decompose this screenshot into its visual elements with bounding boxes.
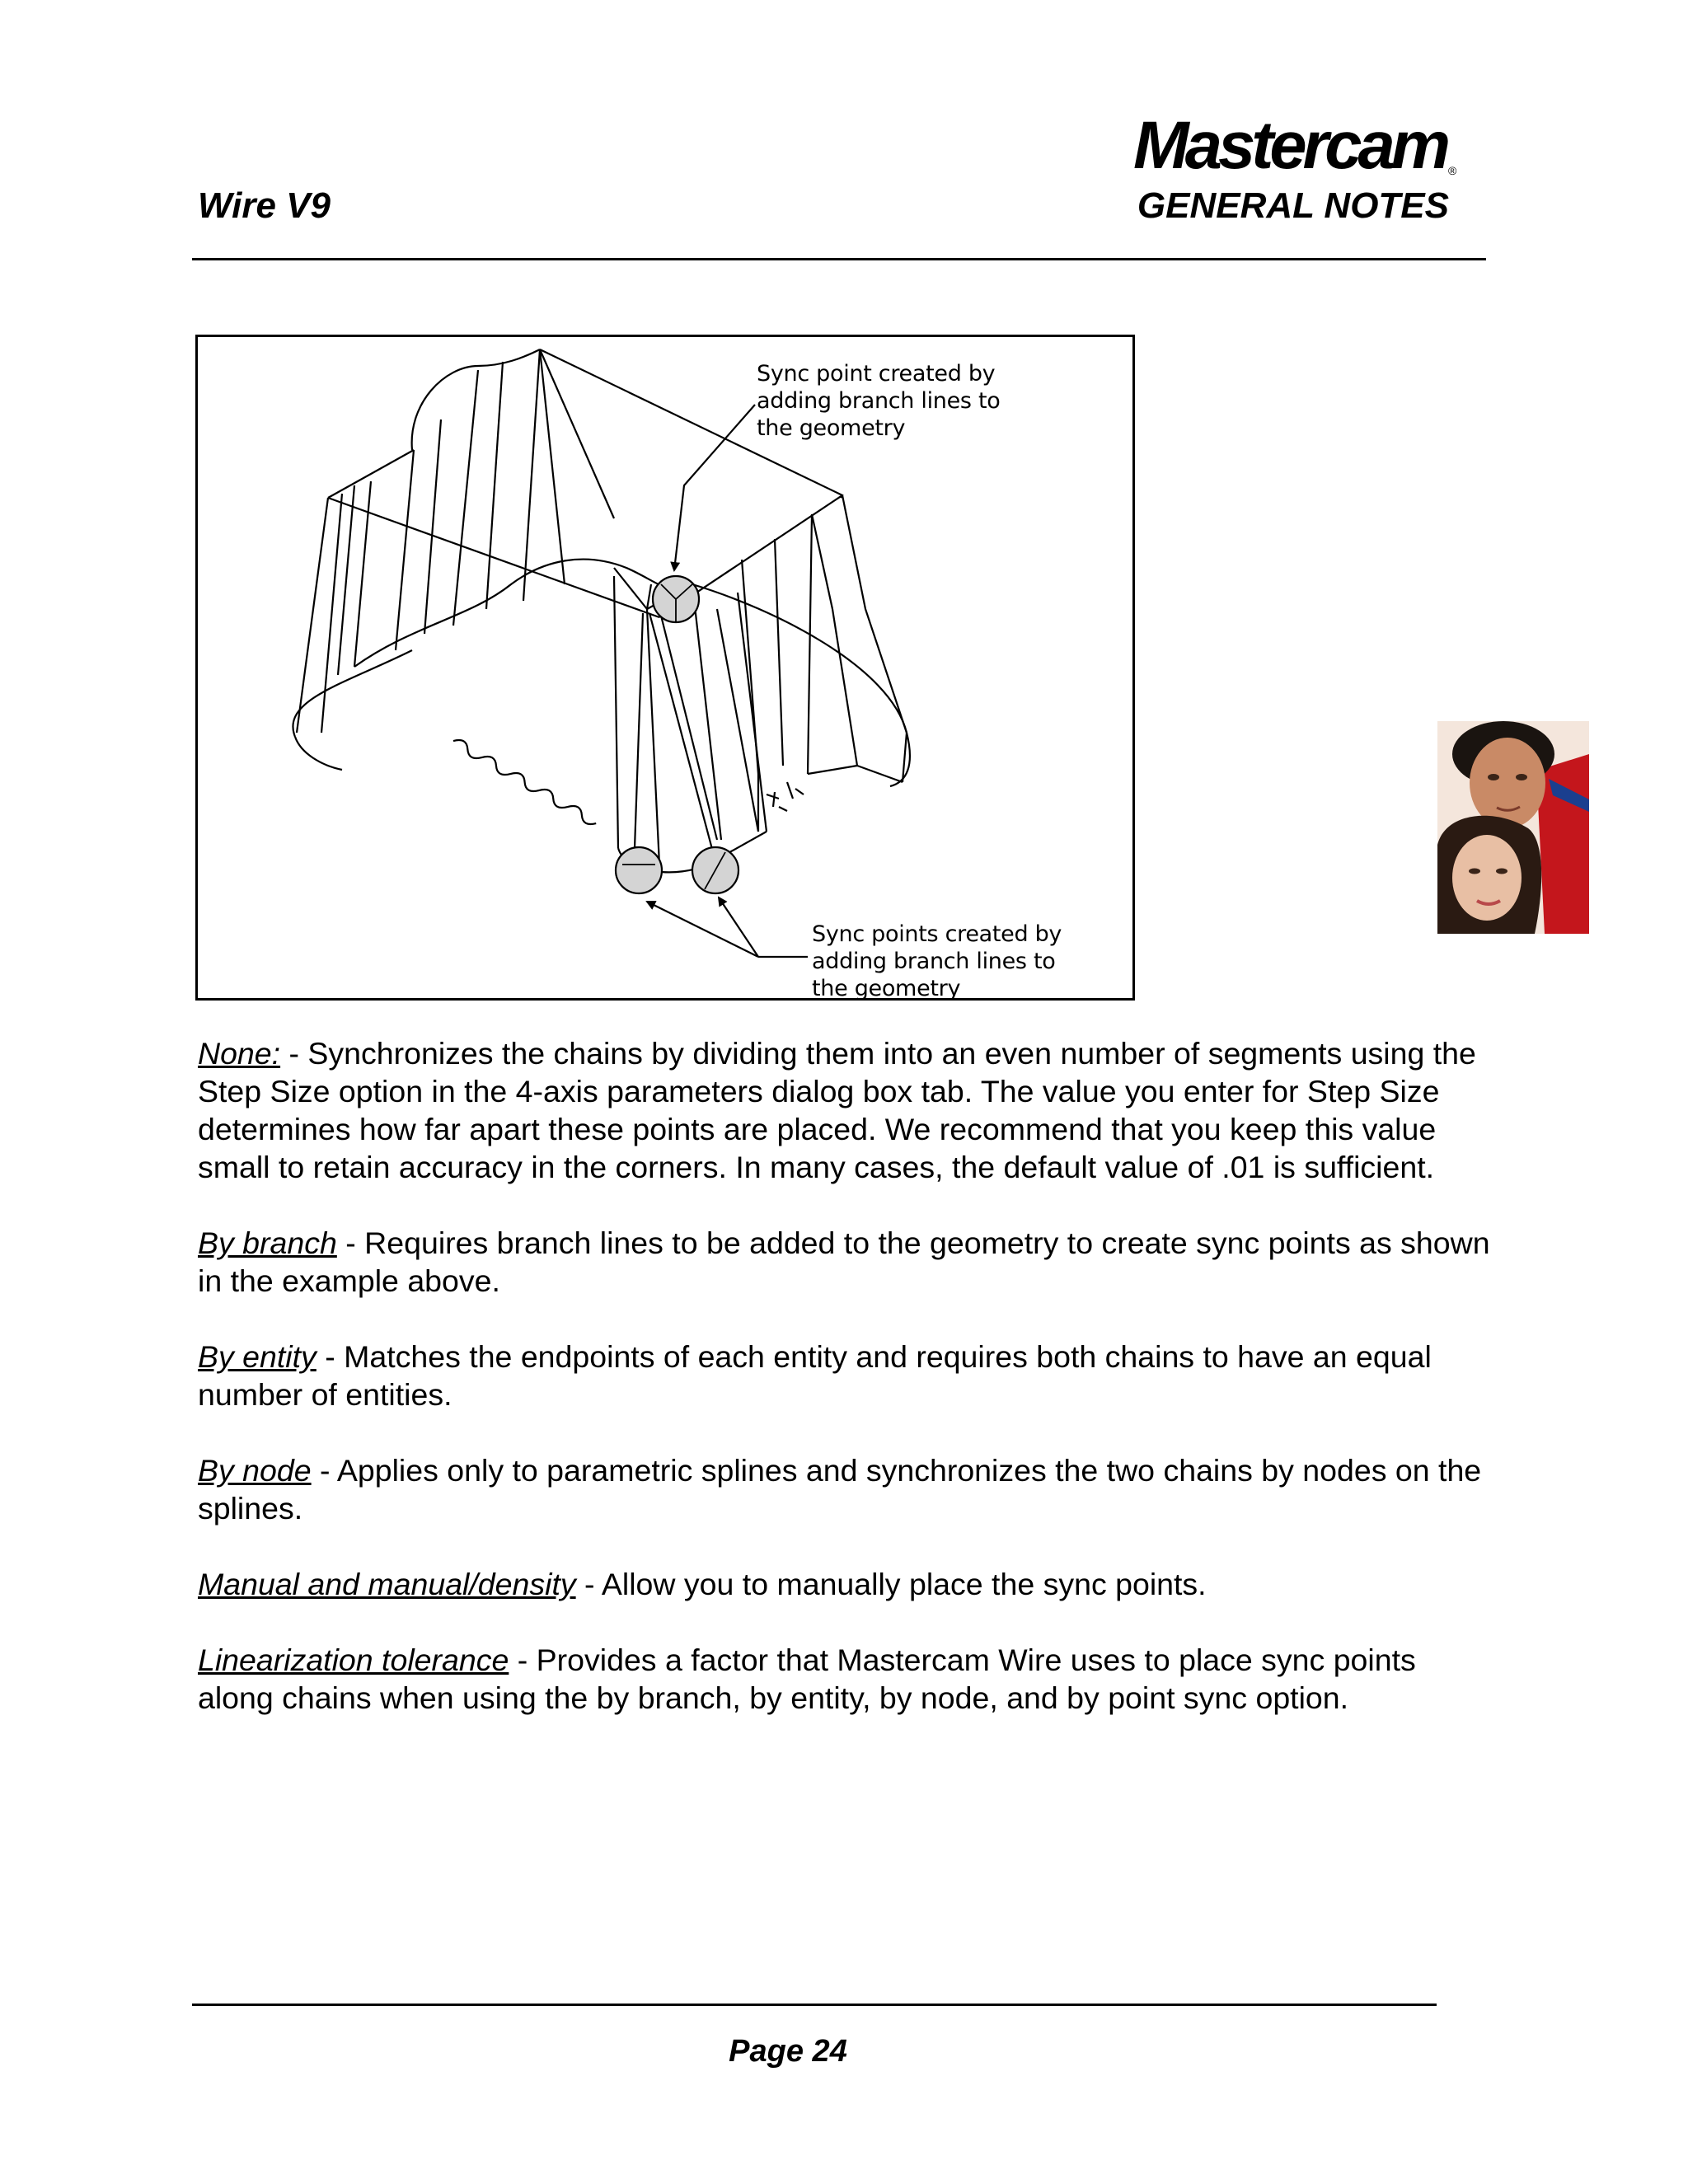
side-photo [1437, 721, 1589, 934]
term-description: - Allow you to manually place the sync points. [575, 1567, 1207, 1601]
spring-curve [451, 737, 598, 827]
leader-bottom-left [647, 902, 758, 957]
callout-bottom-line: the geometry [812, 976, 961, 1001]
logo-wordmark: Mastercam [1133, 109, 1449, 183]
term-description: - Synchronizes the chains by dividing them into an even number of segments using the Step Size option in the 4-axis parameters dialog box tab. The value you enter for Step Size determines how far apart these points are placed. We recommend that you keep this value small to retain accuracy in the corners. In many cases, the default value of .01 is sufficient. [198, 1036, 1476, 1184]
center-branch-edge [649, 613, 713, 852]
term-description: - Requires branch lines to be added to the geometry to create sync points as shown in the example above. [198, 1226, 1490, 1298]
paragraph-by-node [198, 1451, 1492, 1527]
term-description: - Provides a factor that Mastercam Wire uses to place sync points along chains when using the by branch, by entity, by node, and by point sync option. [198, 1643, 1416, 1715]
sync-point-bottom-right [692, 847, 738, 893]
left-wall-edge [540, 349, 614, 518]
right-block-edge [775, 539, 783, 766]
center-branch-edge [647, 584, 651, 609]
footer-rule [192, 2004, 1437, 2006]
paragraph-manual [198, 1565, 1492, 1603]
logo-registered-mark: ® [1448, 164, 1457, 177]
base-curve [295, 737, 342, 770]
sync-point-top [653, 576, 699, 622]
document-title: Wire V9 [198, 185, 331, 226]
dimension-marks [767, 782, 804, 811]
right-block-edge [808, 514, 812, 774]
callout-top-line: Sync point created by [757, 361, 996, 387]
left-wall-edge [424, 419, 441, 634]
left-wall-edge [453, 370, 478, 626]
base-curve [293, 650, 412, 737]
mastercam-logo [1133, 109, 1463, 183]
paragraph-by-entity [198, 1338, 1492, 1413]
center-branch-edge [635, 613, 643, 848]
term-description: - Applies only to parametric splines and synchronizes the two chains by nodes on the splines. [198, 1453, 1482, 1526]
callout-top-line: adding branch lines to [757, 388, 1001, 414]
left-wall-edge [540, 349, 565, 584]
left-wall-edge [396, 450, 414, 650]
center-branch-edge [614, 576, 618, 848]
base-curve [692, 584, 910, 786]
paragraph-by-branch [198, 1224, 1492, 1300]
center-branch-edge [725, 832, 767, 855]
callout-bottom [812, 921, 1062, 1002]
term-label: By branch [198, 1226, 337, 1260]
right-block-edge [812, 514, 832, 609]
term-label: Manual and manual/density [198, 1567, 576, 1601]
page-number: Page 24 [729, 2034, 847, 2069]
right-lower-edge [808, 766, 857, 774]
term-label: Linearization tolerance [198, 1643, 509, 1677]
left-wall-edge [297, 498, 328, 733]
right-lower-edge [832, 609, 903, 782]
paragraph-none [198, 1034, 1492, 1186]
paragraph-linearization [198, 1641, 1492, 1717]
term-label: By node [198, 1453, 312, 1488]
callout-top [757, 360, 1000, 442]
header-rule [192, 258, 1486, 260]
callout-top-line: the geometry [757, 415, 906, 441]
callout-bottom-line: adding branch lines to [812, 949, 1056, 974]
right-block-edge [842, 495, 907, 733]
center-branch-edge [717, 609, 758, 832]
left-wall-edge [523, 349, 540, 601]
sync-point-bottom-left [616, 847, 662, 893]
term-description: - Matches the endpoints of each entity and requires both chains to have an equal number of entities. [198, 1339, 1432, 1412]
top-plane-edge [328, 498, 659, 617]
center-branch-edge [647, 609, 659, 865]
term-label: By entity [198, 1339, 316, 1374]
left-wall-edge [486, 362, 503, 609]
callout-bottom-line: Sync points created by [812, 921, 1062, 947]
leader-top [674, 405, 755, 570]
section-title: GENERAL NOTES [1137, 185, 1449, 226]
sync-points-figure [195, 335, 1135, 1001]
term-label: None: [198, 1036, 281, 1071]
body-text [198, 1034, 1492, 1755]
